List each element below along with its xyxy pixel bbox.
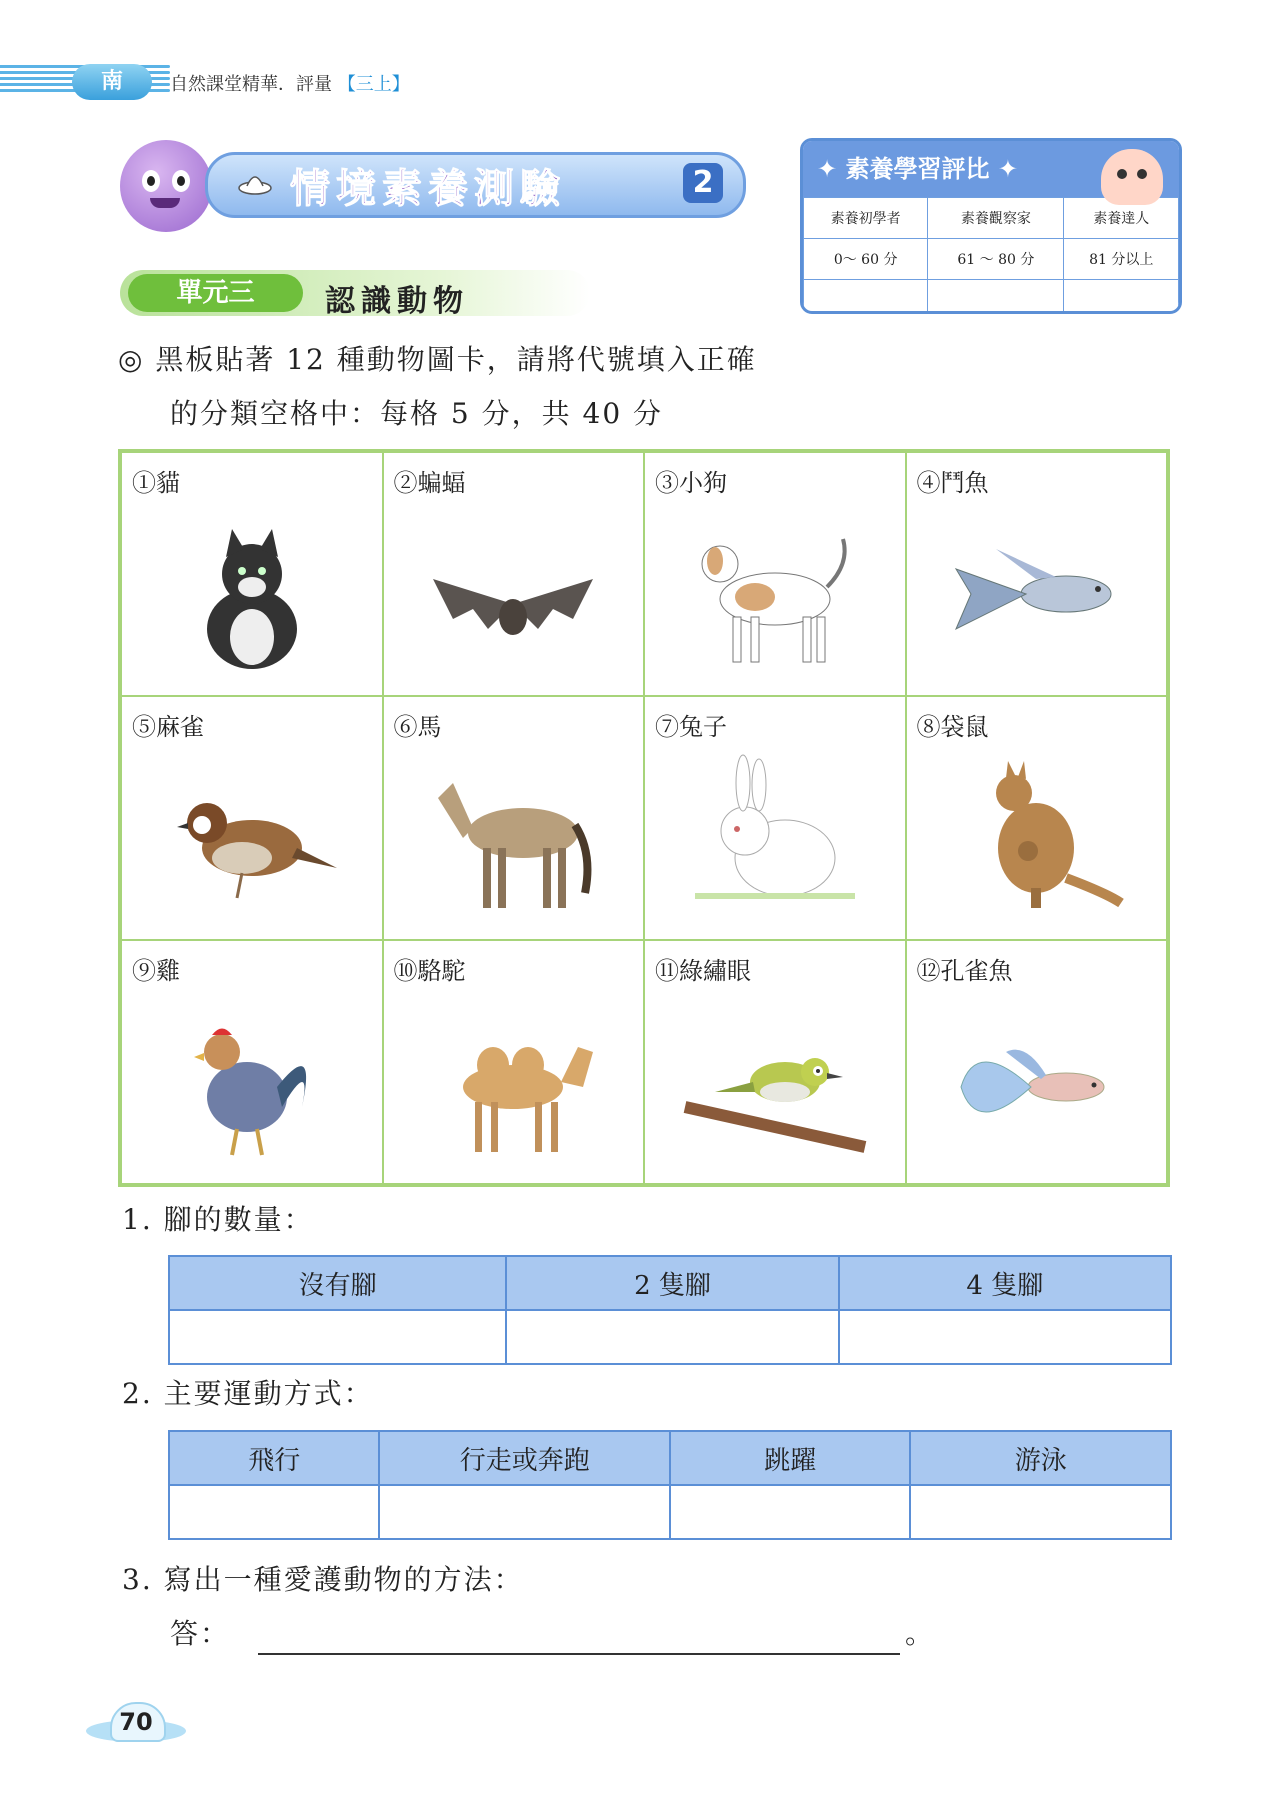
animal-card-label: [132, 463, 180, 498]
animal-illustration-svg: [936, 509, 1136, 679]
q2-answer-cell[interactable]: [670, 1485, 910, 1539]
animal-illustration-svg: [152, 997, 352, 1167]
animal-card-label: [394, 707, 442, 742]
question-line-1: [118, 338, 757, 378]
animal-card: [644, 940, 906, 1184]
q2-header: 跳躍: [670, 1431, 910, 1485]
animal-card-label: [655, 463, 727, 498]
score-level: 素養初學者: [804, 198, 928, 239]
animal-illustration: [122, 745, 382, 931]
animal-card: [644, 452, 906, 696]
animal-illustration-svg: [152, 509, 352, 679]
animal-name: 蝙蝠: [417, 469, 466, 497]
animal-number: ②: [393, 469, 418, 497]
q1-header: 2 隻腳: [506, 1256, 838, 1310]
score-level: 素養達人: [1064, 198, 1179, 239]
question-text: 黑板貼著 12 種動物圖卡，請將代號填入正確: [155, 343, 757, 376]
score-title-text: 素養學習評比: [845, 155, 990, 183]
score-checkbox[interactable]: [804, 280, 928, 315]
circle-bullet-icon: ◎: [118, 343, 145, 376]
animal-card: [383, 940, 645, 1184]
animal-illustration: [907, 745, 1167, 931]
animal-illustration-svg: [152, 753, 352, 923]
animal-name: 綠繡眼: [679, 957, 751, 985]
animal-card: [644, 696, 906, 940]
animal-card-label: [655, 707, 727, 742]
score-rating-title: [803, 141, 1179, 197]
animal-number: ⑨: [132, 957, 156, 985]
page-number-badge: [86, 1702, 186, 1746]
header-book-title: 自然課堂精華．評量: [170, 74, 332, 95]
q1-answer-cell[interactable]: [506, 1310, 838, 1364]
banner-number: 2: [683, 163, 723, 203]
q2-header: 游泳: [910, 1431, 1171, 1485]
animal-name: 鬥魚: [940, 469, 989, 497]
star-icon: ✦: [817, 155, 846, 183]
animal-card-label: [655, 951, 751, 986]
animal-card-label: [917, 463, 989, 498]
animal-illustration-svg: [936, 997, 1136, 1167]
mascot-face-icon: [1101, 149, 1163, 205]
mascot-icon: [120, 140, 212, 232]
animal-card-label: [917, 707, 989, 742]
score-checkbox[interactable]: [928, 280, 1064, 315]
question-line-2: 的分類空格中：每格 5 分，共 40 分: [170, 397, 664, 430]
animal-number: ⑫: [916, 957, 941, 985]
animal-number: ③: [655, 469, 679, 497]
animal-card-grid: [118, 449, 1170, 1187]
banner-title: 情境素養測驗: [290, 166, 566, 212]
q2-answer-cell[interactable]: [910, 1485, 1171, 1539]
header-title: [170, 70, 410, 96]
animal-name: 駱駝: [417, 957, 466, 985]
animal-illustration-svg: [675, 997, 875, 1167]
animal-card: [906, 452, 1168, 696]
score-range: 0～ 60 分: [804, 239, 928, 280]
q2-label: 2. 主要運動方式：: [122, 1377, 374, 1410]
animal-card-label: [394, 463, 466, 498]
header-grade: 【三上】: [337, 74, 410, 95]
answer-label: 答：: [170, 1617, 231, 1650]
q1-header: 沒有腳: [169, 1256, 506, 1310]
ufo-icon: [238, 168, 272, 196]
brand-logo: 南: [72, 64, 152, 100]
q1-label: 1. 腳的數量：: [122, 1203, 314, 1236]
score-checkbox[interactable]: [1064, 280, 1179, 315]
q2-answer-cell[interactable]: [379, 1485, 670, 1539]
animal-number: ①: [132, 469, 156, 497]
animal-illustration-svg: [936, 753, 1136, 923]
animal-card-label: [132, 951, 180, 986]
animal-illustration-svg: [675, 753, 875, 923]
animal-name: 兔子: [679, 713, 727, 741]
animal-illustration: [122, 501, 382, 687]
animal-card-label: [132, 707, 204, 742]
score-level: 素養觀察家: [928, 198, 1064, 239]
animal-illustration: [645, 501, 905, 687]
animal-number: ⑪: [655, 957, 679, 985]
q3-label: 3. 寫出一種愛護動物的方法：: [122, 1563, 524, 1596]
animal-illustration-svg: [675, 509, 875, 679]
animal-name: 雞: [156, 957, 180, 985]
animal-name: 小狗: [679, 469, 727, 497]
q2-table: [168, 1430, 1172, 1540]
score-range: 61 ～ 80 分: [928, 239, 1064, 280]
animal-card: [383, 452, 645, 696]
animal-number: ⑧: [916, 713, 941, 741]
animal-illustration: [645, 989, 905, 1175]
page-number: 70: [119, 1708, 153, 1736]
animal-card: [383, 696, 645, 940]
animal-name: 袋鼠: [940, 713, 989, 741]
unit-name: 認識動物: [325, 284, 469, 319]
animal-card: [906, 940, 1168, 1184]
animal-number: ⑤: [132, 713, 156, 741]
q1-header: 4 隻腳: [839, 1256, 1171, 1310]
score-range: 81 分以上: [1064, 239, 1179, 280]
answer-input-line[interactable]: [258, 1653, 900, 1655]
q2-header: 行走或奔跑: [379, 1431, 670, 1485]
q1-table: [168, 1255, 1172, 1365]
animal-illustration: [645, 745, 905, 931]
q2-header: 飛行: [169, 1431, 379, 1485]
score-rating-box: [800, 138, 1182, 314]
animal-illustration: [384, 501, 644, 687]
animal-illustration: [907, 501, 1167, 687]
animal-card: [906, 696, 1168, 940]
q1-answer-cell[interactable]: [839, 1310, 1171, 1364]
unit-tag: 單元三: [128, 274, 303, 312]
animal-illustration-svg: [413, 509, 613, 679]
animal-illustration: [384, 989, 644, 1175]
animal-illustration-svg: [413, 753, 613, 923]
animal-card-label: [917, 951, 1013, 986]
animal-illustration: [122, 989, 382, 1175]
animal-card: [121, 940, 383, 1184]
animal-illustration: [907, 989, 1167, 1175]
star-icon: ✦: [989, 155, 1018, 183]
animal-name: 貓: [156, 469, 180, 497]
answer-end-mark: 。: [905, 1617, 936, 1650]
score-table: [803, 197, 1179, 314]
q1-answer-cell[interactable]: [169, 1310, 506, 1364]
animal-number: ⑥: [393, 713, 418, 741]
q2-answer-cell[interactable]: [169, 1485, 379, 1539]
animal-number: ④: [916, 469, 941, 497]
animal-name: 孔雀魚: [940, 957, 1013, 985]
animal-card-label: [394, 951, 466, 986]
animal-card: [121, 452, 383, 696]
animal-card: [121, 696, 383, 940]
animal-name: 麻雀: [156, 713, 204, 741]
animal-name: 馬: [417, 713, 442, 741]
animal-number: ⑦: [655, 713, 679, 741]
animal-illustration: [384, 745, 644, 931]
animal-number: ⑩: [393, 957, 418, 985]
animal-illustration-svg: [413, 997, 613, 1167]
